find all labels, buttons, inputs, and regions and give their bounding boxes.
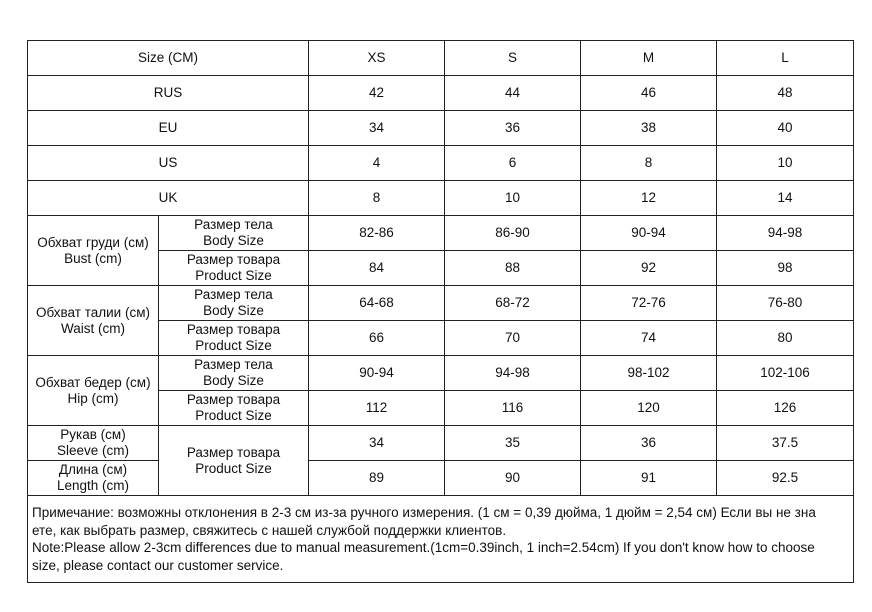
size-l-header: L — [717, 41, 854, 76]
row-label: US — [28, 146, 309, 181]
body-size-label: Размер тела Body Size — [159, 216, 309, 251]
table-cell: 92 — [581, 251, 717, 286]
table-cell: 90-94 — [581, 216, 717, 251]
table-cell: 70 — [445, 321, 581, 356]
body-size-label: Размер тела Body Size — [159, 286, 309, 321]
table-cell: 74 — [581, 321, 717, 356]
table-cell: 34 — [309, 111, 445, 146]
table-cell: 46 — [581, 76, 717, 111]
table-cell: 82-86 — [309, 216, 445, 251]
waist-label: Обхват талии (см) Waist (cm) — [28, 286, 159, 356]
table-cell: 72-76 — [581, 286, 717, 321]
size-chart-table — [27, 40, 854, 583]
table-cell: 66 — [309, 321, 445, 356]
table-cell: 40 — [717, 111, 854, 146]
bust-label: Обхват груди (см) Bust (cm) — [28, 216, 159, 286]
row-label: UK — [28, 181, 309, 216]
product-size-label: Размер товара Product Size — [159, 321, 309, 356]
table-cell: 35 — [445, 426, 581, 461]
table-cell: 36 — [581, 426, 717, 461]
table-cell: 4 — [309, 146, 445, 181]
eu-row — [28, 111, 854, 146]
uk-row — [28, 181, 854, 216]
product-size-label: Размер товара Product Size — [159, 426, 309, 496]
table-cell: 8 — [309, 181, 445, 216]
size-xs-header: XS — [309, 41, 445, 76]
row-label: RUS — [28, 76, 309, 111]
table-cell: 42 — [309, 76, 445, 111]
table-cell: 120 — [581, 391, 717, 426]
table-cell: 86-90 — [445, 216, 581, 251]
table-cell: 68-72 — [445, 286, 581, 321]
measurement-note: Примечание: возможны отклонения в 2-3 см из-за ручного измерения. (1 см = 0,39 дюйма, 1 дюйм = 2,54 см) Если вы не зна ете, как выбрать размер, свяжитесь с нашей службой поддержки клиентов. Note:Please allow 2-3cm differences due to manual measurement.(1cm=0.39inch, 1 inch=2.54cm) If you don't know how to choose size, please contact our customer service. — [28, 496, 854, 583]
table-cell: 89 — [309, 461, 445, 496]
product-size-label: Размер товара Product Size — [159, 251, 309, 286]
table-cell: 84 — [309, 251, 445, 286]
size-s-header: S — [445, 41, 581, 76]
table-cell: 94-98 — [445, 356, 581, 391]
table-cell: 92.5 — [717, 461, 854, 496]
waist-body-row — [28, 286, 854, 321]
table-cell: 48 — [717, 76, 854, 111]
table-cell: 34 — [309, 426, 445, 461]
table-cell: 94-98 — [717, 216, 854, 251]
table-cell: 98 — [717, 251, 854, 286]
table-cell: 37.5 — [717, 426, 854, 461]
bust-body-row — [28, 216, 854, 251]
table-cell: 126 — [717, 391, 854, 426]
length-label: Длина (см) Length (cm) — [28, 461, 159, 496]
table-cell: 10 — [717, 146, 854, 181]
table-cell: 8 — [581, 146, 717, 181]
table-cell: 90 — [445, 461, 581, 496]
rus-row — [28, 76, 854, 111]
us-row — [28, 146, 854, 181]
table-cell: 10 — [445, 181, 581, 216]
table-cell: 6 — [445, 146, 581, 181]
product-size-label: Размер товара Product Size — [159, 391, 309, 426]
table-cell: 98-102 — [581, 356, 717, 391]
hip-label: Обхват бедер (см) Hip (cm) — [28, 356, 159, 426]
table-cell: 91 — [581, 461, 717, 496]
table-cell: 76-80 — [717, 286, 854, 321]
table-cell: 90-94 — [309, 356, 445, 391]
table-cell: 80 — [717, 321, 854, 356]
note-row — [28, 496, 854, 583]
table-cell: 64-68 — [309, 286, 445, 321]
body-size-label: Размер тела Body Size — [159, 356, 309, 391]
length-row — [28, 461, 854, 496]
table-cell: 88 — [445, 251, 581, 286]
header-row — [28, 41, 854, 76]
table-cell: 112 — [309, 391, 445, 426]
table-cell: 116 — [445, 391, 581, 426]
row-label: EU — [28, 111, 309, 146]
table-cell: 102-106 — [717, 356, 854, 391]
sleeve-label: Рукав (см) Sleeve (cm) — [28, 426, 159, 461]
table-cell: 12 — [581, 181, 717, 216]
table-cell: 14 — [717, 181, 854, 216]
sleeve-row — [28, 426, 854, 461]
table-cell: 38 — [581, 111, 717, 146]
size-cm-header: Size (CM) — [28, 41, 309, 76]
table-cell: 36 — [445, 111, 581, 146]
hip-body-row — [28, 356, 854, 391]
size-m-header: M — [581, 41, 717, 76]
table-cell: 44 — [445, 76, 581, 111]
